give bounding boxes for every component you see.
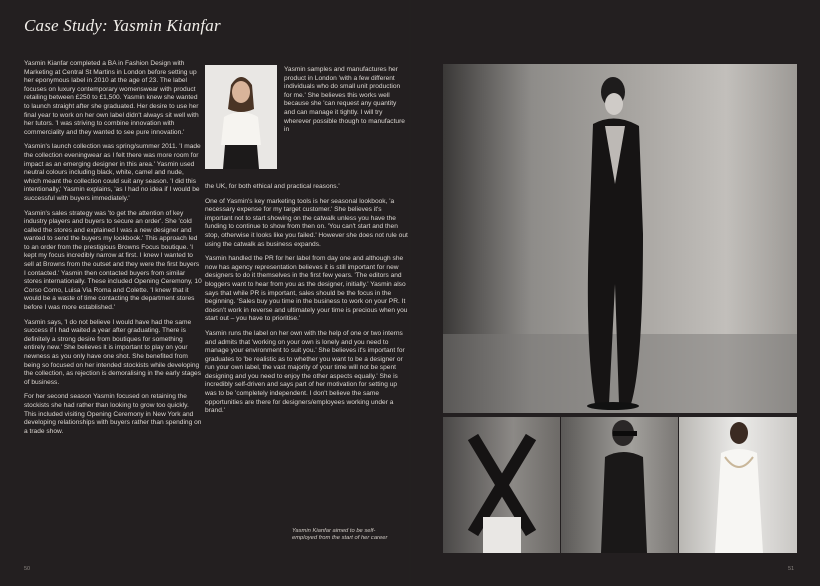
photo-caption: Yasmin Kianfar aimed to be self-employed from the start of her career: [292, 528, 388, 542]
paragraph: Yasmin handled the PR for her label from day one and although she now has agency representation believes it is still important for new designers to do it themselves in the first few years. 'The editors and bloggers want to hear from you as the designer, initially.' Yasmin also says that while PR is important, sales should be the focus in the beginning. 'Sales buy you time in the business to work on your PR. It doesn't work in reverse and ultimately your time is precious when you start out – you have to prioritise.': [205, 255, 408, 323]
main-fashion-photo: [443, 64, 797, 413]
text-column-2-wrap: [284, 66, 408, 141]
runway-photo-3: [679, 417, 797, 553]
paragraph: Yasmin samples and manufactures her product in London 'with a few different individuals who do small unit production for me.' She believes this works well because she 'can request any quantity and can manage it tightly. I will try wherever possible though to manufacture in: [284, 66, 405, 134]
paragraph: Yasmin runs the label on her own with the help of one or two interns and admits that 'working on your own is lonely and you need to manage your environment to suit you.' She believes it's important for graduates to 'be realistic as to whether you want to be a designer or run your own label, the vast majority of your time will not be spent designing and you need to enjoy the other aspects equally.' She is incredibly self-driven and says part of her motivation for setting up was to be 'completely independent. I don't believe the same opportunities are there for designers/employees working under a brand.': [205, 329, 405, 415]
runway-photo-1: [443, 417, 560, 553]
runway-photo-2: [561, 417, 678, 553]
text-column-2: [205, 183, 408, 422]
paragraph: Yasmin's sales strategy was 'to get the attention of key industry players and buyers to secure an order'. She 'cold called the stores and explained I was a new designer and wanted to send the buyers my lookbook.' This approach led to an order from the prestigious Browns Focus boutique. 'I kept my focus incredibly narrow at first. I knew I wanted to sell at Browns from the outset and they were the first buyers I contacted.' Yasmin then contacted buyers from similar stores internationally. These included Opening Ceremony, 10 Corso Como, Luisa Via Roma and Colette. 'I knew that it would be a waste of time contacting the department stores before I was more established.': [24, 209, 202, 312]
paragraph: Yasmin Kianfar completed a BA in Fashion Design with Marketing at Central St Martins in London before setting up her eponymous label in 2010 at the age of 23. The label focuses on luxury contemporary womenswear with product retailing between £250 to £1,500. Yasmin knew she wanted to launch straight after she graduated. Her desire to use her final year to work on her own label didn't always sit well with her tutors. 'I was striving to combine innovation with commerciality and they wanted to see pure innovation.': [24, 60, 199, 136]
paragraph: Yasmin's launch collection was spring/summer 2011. 'I made the collection eveningwear as I felt there was more room for impact as an emerging designer in this area.' Yasmin used neutral colours including black, white, camel and nude, which meant the collection could suit any season. 'I did this intentionally,' Yasmin explains, 'as I had no idea if I would be successful with buyers immediately.': [24, 143, 201, 202]
paragraph: the UK, for both ethical and practical reasons.': [205, 183, 340, 190]
page-gutter: [409, 0, 411, 586]
page-number-right: 51: [788, 566, 795, 572]
paragraph: Yasmin says, 'I do not believe I would have had the same success if I had waited a year after graduating. There is definitely a strong desire from boutiques for something entirely new.' She believes it is important to play on your newness as you only have one shot. She benefited from being so focused on her intended stockists while developing the collection, as rejection is demoralising in the early stages of business.: [24, 318, 202, 386]
text-column-1: [24, 60, 202, 442]
paragraph: For her second season Yasmin focused on retaining the stockists she had rather than looking to grow too quickly. This included visiting Opening Ceremony in New York and developing relationships with buyers rather than spending on a trade show.: [24, 393, 202, 435]
paragraph: One of Yasmin's key marketing tools is her seasonal lookbook, 'a necessary expense for my target customer.' She believes it's important not to start showing on the catwalk unless you have the funding to continue to show from then on. 'You can't start and then stop, otherwise it looks like you failed.' However she does not rule out using the catwalk as business expands.: [205, 197, 408, 248]
page-title: Case Study: Yasmin Kianfar: [24, 16, 221, 35]
page-number-left: 50: [24, 566, 31, 572]
portrait-photo: [205, 65, 277, 169]
